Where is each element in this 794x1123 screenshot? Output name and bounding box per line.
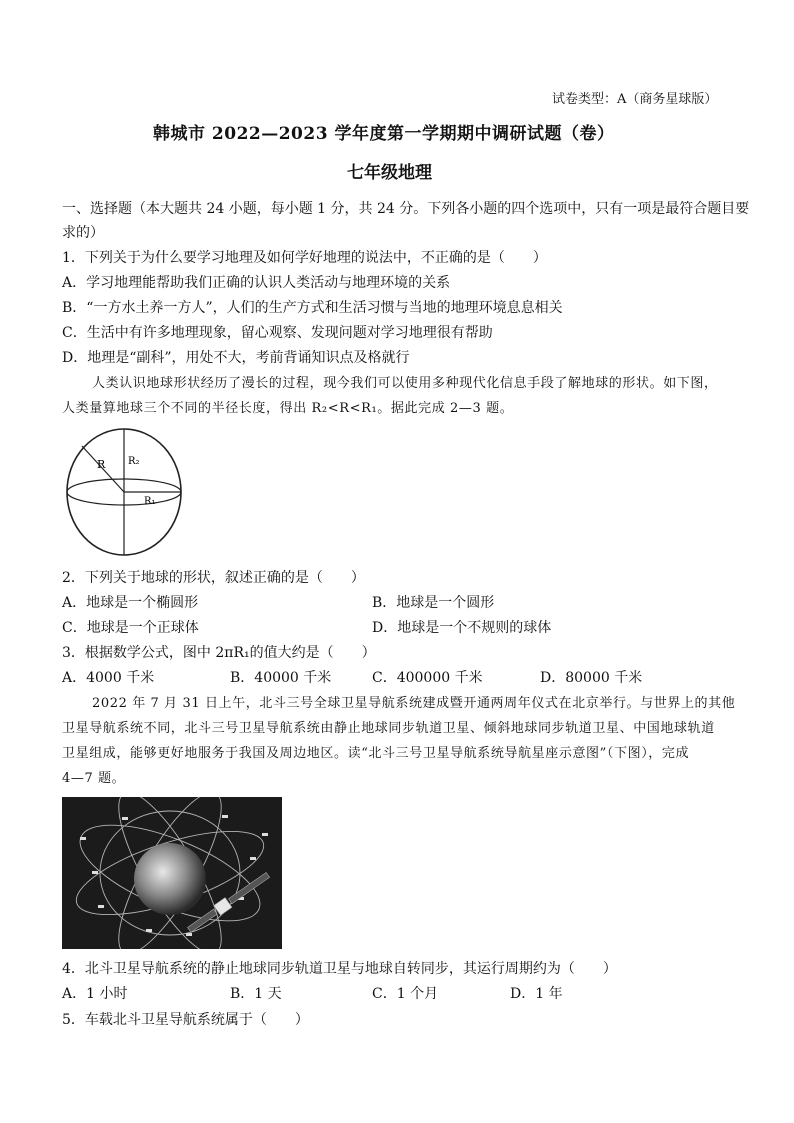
q2-option-c: C．地球是一个正球体: [62, 620, 199, 636]
label-r2: R₂: [128, 456, 140, 467]
passage2-line2: 卫星导航系统不同，北斗三号卫星导航系统由静止地球同步轨道卫星、倾斜地球同步轨道卫星、中国地球轨道: [62, 721, 715, 736]
label-r: R: [97, 458, 106, 471]
passage1-line2: 人类量算地球三个不同的半径长度，得出 R₂<R<R₁。据此完成 2—3 题。: [62, 401, 514, 416]
q4-option-c: C．1 个月: [372, 986, 439, 1002]
earth-radius-diagram: [62, 424, 186, 562]
q1-option-c: C．生活中有许多地理现象，留心观察、发现问题对学习地理很有帮助: [62, 325, 493, 341]
q4-option-a: A．1 小时: [62, 986, 128, 1002]
q5-stem: 5．车载北斗卫星导航系统属于（ ）: [62, 1012, 309, 1028]
passage2-line3: 卫星组成，能够更好地服务于我国及周边地区。读“北斗三号卫星导航系统导航星座示意图”（下图），完成: [62, 746, 690, 761]
paper-type-label: 试卷类型：A（商务星球版）: [552, 92, 718, 107]
q2-option-b: B．地球是一个圆形: [372, 595, 495, 611]
q3-option-c: C．400000 千米: [372, 670, 483, 686]
passage2-line4: 4—7 题。: [62, 771, 126, 786]
q1-option-d: D．地理是“副科”，用处不大，考前背诵知识点及格就行: [62, 350, 410, 366]
q1-option-a: A．学习地理能帮助我们正确的认识人类活动与地理环境的关系: [62, 275, 451, 291]
section-intro-line1: 一、选择题（本大题共 24 小题，每小题 1 分，共 24 分。下列各小题的四个选项中，只有一项是最符合题目要: [62, 201, 750, 217]
label-r1: R₁: [144, 496, 156, 507]
q3-option-a: A．4000 千米: [62, 670, 155, 686]
q3-option-d: D．80000 千米: [540, 670, 643, 686]
exam-subtitle: 七年级地理: [347, 163, 432, 183]
exam-title: 韩城市 2022—2023 学年度第一学期期中调研试题（卷）: [153, 124, 615, 144]
q3-stem: 3．根据数学公式，图中 2πR₁的值大约是（ ）: [62, 645, 376, 661]
q3-option-b: B．40000 千米: [230, 670, 332, 686]
q2-option-a: A．地球是一个椭圆形: [62, 595, 199, 611]
q2-option-d: D．地球是一个不规则的球体: [372, 620, 552, 636]
q4-option-d: D．1 年: [510, 986, 563, 1002]
q4-stem: 4．北斗卫星导航系统的静止地球同步轨道卫星与地球自转同步，其运行周期约为（ ）: [62, 961, 617, 977]
passage2-line1: 2022 年 7 月 31 日上午，北斗三号全球卫星导航系统建成暨开通两周年仪式在北京举行。与世界上的其他: [92, 696, 736, 711]
section-intro-line2: 求的）: [62, 225, 104, 241]
q1-option-b: B．“一方水土养一方人”，人们的生产方式和生活习惯与当地的地理环境息息相关: [62, 300, 563, 316]
beidou-constellation-figure: [62, 797, 282, 949]
q1-stem: 1．下列关于为什么要学习地理及如何学好地理的说法中，不正确的是（ ）: [62, 250, 547, 266]
passage1-line1: 人类认识地球形状经历了漫长的过程，现今我们可以使用多种现代化信息手段了解地球的形状。如下图，: [92, 376, 718, 391]
q4-option-b: B．1 天: [230, 986, 282, 1002]
q2-stem: 2．下列关于地球的形状，叙述正确的是（ ）: [62, 570, 365, 586]
